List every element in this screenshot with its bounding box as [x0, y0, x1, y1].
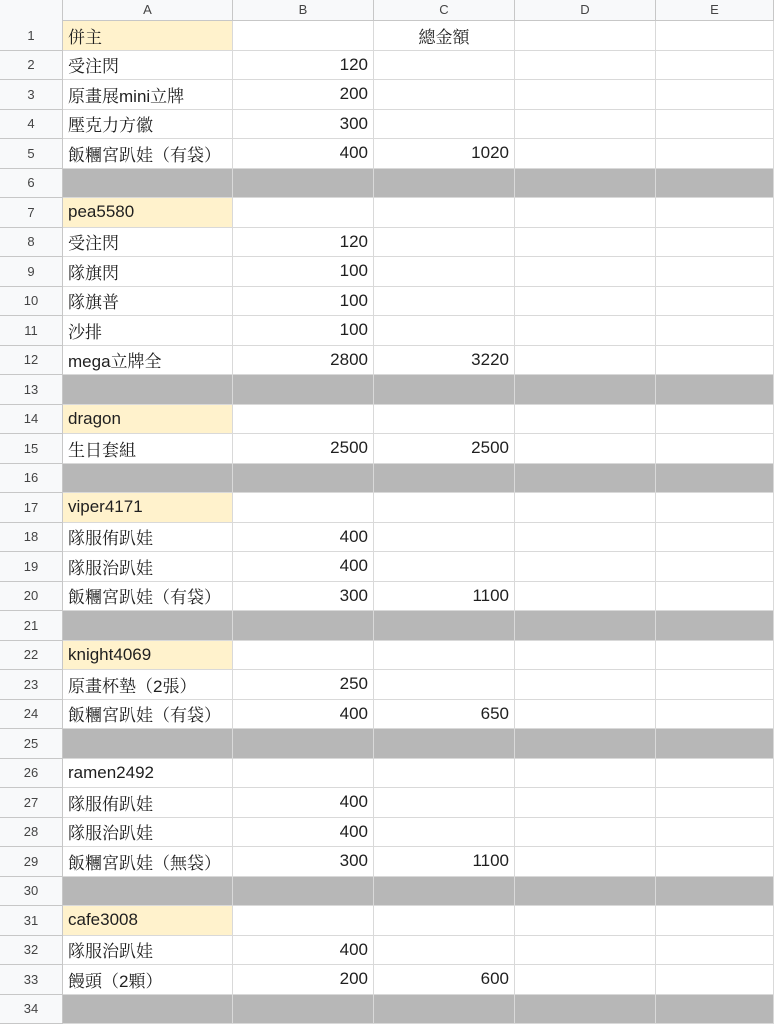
- table-row: [0, 818, 774, 848]
- cell-a[interactable]: [63, 877, 233, 907]
- cell-c[interactable]: 3220: [374, 346, 515, 376]
- cell-e[interactable]: [656, 552, 774, 582]
- cell-e[interactable]: [656, 670, 774, 700]
- cell-a[interactable]: [63, 995, 233, 1024]
- cell-a[interactable]: 飯糰宮趴娃（有袋）: [63, 700, 233, 730]
- row-header[interactable]: 7: [0, 198, 63, 228]
- cell-d[interactable]: [515, 641, 656, 671]
- cell-e[interactable]: [656, 375, 774, 405]
- cell-d[interactable]: [515, 818, 656, 848]
- cell-b[interactable]: 120: [233, 228, 374, 258]
- cell-d[interactable]: [515, 346, 656, 376]
- row-header[interactable]: 33: [0, 965, 63, 995]
- table-row: [0, 700, 774, 730]
- cell-d[interactable]: [515, 228, 656, 258]
- cell-e[interactable]: [656, 582, 774, 612]
- cell-d[interactable]: [515, 523, 656, 553]
- table-row: [0, 936, 774, 966]
- row-header[interactable]: 13: [0, 375, 63, 405]
- table-row: [0, 965, 774, 995]
- cell-d[interactable]: [515, 493, 656, 523]
- row-header[interactable]: 11: [0, 316, 63, 346]
- cell-c[interactable]: [374, 375, 515, 405]
- row-header[interactable]: 26: [0, 759, 63, 789]
- cell-b[interactable]: 400: [233, 788, 374, 818]
- cell-d[interactable]: [515, 257, 656, 287]
- cell-d[interactable]: [515, 965, 656, 995]
- cell-a[interactable]: ramen2492: [63, 759, 233, 789]
- cell-a[interactable]: 生日套組: [63, 434, 233, 464]
- cell-c[interactable]: [374, 464, 515, 494]
- cell-e[interactable]: [656, 611, 774, 641]
- table-row: [0, 198, 774, 228]
- cell-d[interactable]: [515, 552, 656, 582]
- table-row: [0, 877, 774, 907]
- column-header-a[interactable]: A: [63, 0, 233, 21]
- row-header[interactable]: 15: [0, 434, 63, 464]
- cell-d[interactable]: [515, 847, 656, 877]
- cell-b[interactable]: 400: [233, 936, 374, 966]
- cell-d[interactable]: [515, 582, 656, 612]
- cell-e[interactable]: [656, 21, 774, 51]
- table-row: [0, 493, 774, 523]
- cell-d[interactable]: [515, 906, 656, 936]
- cell-d[interactable]: [515, 936, 656, 966]
- row-header[interactable]: 4: [0, 110, 63, 140]
- cell-e[interactable]: [656, 523, 774, 553]
- cell-d[interactable]: [515, 788, 656, 818]
- cell-c[interactable]: [374, 523, 515, 553]
- row-header[interactable]: 20: [0, 582, 63, 612]
- cell-c[interactable]: 1100: [374, 582, 515, 612]
- row-header[interactable]: 6: [0, 169, 63, 199]
- cell-c[interactable]: [374, 51, 515, 81]
- cell-e[interactable]: [656, 110, 774, 140]
- table-row: [0, 906, 774, 936]
- cell-a[interactable]: 壓克力方徽: [63, 110, 233, 140]
- cell-d[interactable]: [515, 316, 656, 346]
- cell-b[interactable]: 100: [233, 257, 374, 287]
- cell-a[interactable]: 隊服治趴娃: [63, 818, 233, 848]
- cell-c[interactable]: [374, 493, 515, 523]
- column-header-c[interactable]: C: [374, 0, 515, 21]
- column-header-b[interactable]: B: [233, 0, 374, 21]
- row-header[interactable]: 2: [0, 51, 63, 81]
- cell-c[interactable]: [374, 552, 515, 582]
- table-row: [0, 346, 774, 376]
- cell-b[interactable]: [233, 405, 374, 435]
- cell-a[interactable]: cafe3008: [63, 906, 233, 936]
- cell-e[interactable]: [656, 80, 774, 110]
- row-header[interactable]: 27: [0, 788, 63, 818]
- cell-b[interactable]: [233, 375, 374, 405]
- row-header[interactable]: 1: [0, 21, 63, 51]
- cell-a[interactable]: 隊服治趴娃: [63, 552, 233, 582]
- cell-a[interactable]: 飯糰宮趴娃（無袋）: [63, 847, 233, 877]
- row-header[interactable]: 21: [0, 611, 63, 641]
- cell-b[interactable]: 2500: [233, 434, 374, 464]
- table-row: [0, 434, 774, 464]
- cell-c[interactable]: [374, 818, 515, 848]
- row-header[interactable]: 31: [0, 906, 63, 936]
- cell-c[interactable]: [374, 405, 515, 435]
- row-header[interactable]: 3: [0, 80, 63, 110]
- cell-c[interactable]: [374, 670, 515, 700]
- cell-d[interactable]: [515, 729, 656, 759]
- cell-b[interactable]: [233, 641, 374, 671]
- cell-d[interactable]: [515, 198, 656, 228]
- table-row: [0, 287, 774, 317]
- cell-e[interactable]: [656, 700, 774, 730]
- cell-b[interactable]: 100: [233, 287, 374, 317]
- row-header[interactable]: 25: [0, 729, 63, 759]
- row-header[interactable]: 9: [0, 257, 63, 287]
- cell-d[interactable]: [515, 759, 656, 789]
- row-header[interactable]: 16: [0, 464, 63, 494]
- row-header[interactable]: 23: [0, 670, 63, 700]
- cell-d[interactable]: [515, 611, 656, 641]
- table-row: [0, 729, 774, 759]
- cell-e[interactable]: [656, 788, 774, 818]
- cell-e[interactable]: [656, 936, 774, 966]
- cell-c[interactable]: 600: [374, 965, 515, 995]
- cell-a[interactable]: 原畫杯墊（2張）: [63, 670, 233, 700]
- cell-a[interactable]: [63, 729, 233, 759]
- table-row: [0, 552, 774, 582]
- row-header[interactable]: 19: [0, 552, 63, 582]
- table-row: [0, 759, 774, 789]
- cell-c[interactable]: [374, 110, 515, 140]
- cell-c[interactable]: [374, 316, 515, 346]
- row-header[interactable]: 24: [0, 700, 63, 730]
- row-header[interactable]: 18: [0, 523, 63, 553]
- cell-e[interactable]: [656, 198, 774, 228]
- cell-e[interactable]: [656, 641, 774, 671]
- cell-e[interactable]: [656, 877, 774, 907]
- table-row: [0, 375, 774, 405]
- cell-d[interactable]: [515, 169, 656, 199]
- cell-b[interactable]: 200: [233, 80, 374, 110]
- cell-e[interactable]: [656, 995, 774, 1024]
- cell-b[interactable]: [233, 464, 374, 494]
- table-row: [0, 788, 774, 818]
- cell-c[interactable]: [374, 877, 515, 907]
- cell-e[interactable]: [656, 818, 774, 848]
- cell-b[interactable]: 400: [233, 700, 374, 730]
- table-row: [0, 169, 774, 199]
- cell-b[interactable]: 400: [233, 523, 374, 553]
- column-header-e[interactable]: E: [656, 0, 774, 21]
- cell-c[interactable]: [374, 169, 515, 199]
- cell-c[interactable]: 1100: [374, 847, 515, 877]
- cell-d[interactable]: [515, 464, 656, 494]
- cell-c[interactable]: [374, 759, 515, 789]
- cell-e[interactable]: [656, 257, 774, 287]
- cell-c[interactable]: 總金額: [374, 21, 515, 51]
- cell-a[interactable]: 飯糰宮趴娃（有袋）: [63, 139, 233, 169]
- cell-e[interactable]: [656, 906, 774, 936]
- cell-a[interactable]: 饅頭（2顆）: [63, 965, 233, 995]
- cell-e[interactable]: [656, 346, 774, 376]
- cell-b[interactable]: [233, 906, 374, 936]
- table-row: [0, 995, 774, 1024]
- cell-d[interactable]: [515, 287, 656, 317]
- cell-a[interactable]: [63, 375, 233, 405]
- table-row: [0, 316, 774, 346]
- cell-a[interactable]: [63, 464, 233, 494]
- cell-d[interactable]: [515, 80, 656, 110]
- cell-a[interactable]: 隊服侑趴娃: [63, 788, 233, 818]
- cell-b[interactable]: 2800: [233, 346, 374, 376]
- cell-e[interactable]: [656, 228, 774, 258]
- row-header[interactable]: 8: [0, 228, 63, 258]
- cell-b[interactable]: 120: [233, 51, 374, 81]
- cell-c[interactable]: [374, 995, 515, 1024]
- cell-e[interactable]: [656, 464, 774, 494]
- row-header[interactable]: 12: [0, 346, 63, 376]
- cell-b[interactable]: [233, 729, 374, 759]
- cell-b[interactable]: 400: [233, 139, 374, 169]
- cell-d[interactable]: [515, 139, 656, 169]
- cell-d[interactable]: [515, 877, 656, 907]
- cell-e[interactable]: [656, 139, 774, 169]
- select-all-corner[interactable]: [0, 0, 63, 21]
- row-header[interactable]: 30: [0, 877, 63, 907]
- cell-b[interactable]: 300: [233, 582, 374, 612]
- table-row: [0, 523, 774, 553]
- row-header[interactable]: 29: [0, 847, 63, 877]
- cell-e[interactable]: [656, 287, 774, 317]
- cell-b[interactable]: [233, 759, 374, 789]
- cell-a[interactable]: knight4069: [63, 641, 233, 671]
- cell-b[interactable]: [233, 995, 374, 1024]
- cell-c[interactable]: [374, 198, 515, 228]
- cell-d[interactable]: [515, 670, 656, 700]
- row-header[interactable]: 10: [0, 287, 63, 317]
- cell-b[interactable]: 250: [233, 670, 374, 700]
- cell-a[interactable]: [63, 169, 233, 199]
- cell-b[interactable]: [233, 493, 374, 523]
- row-header[interactable]: 14: [0, 405, 63, 435]
- cell-c[interactable]: 1020: [374, 139, 515, 169]
- row-header[interactable]: 22: [0, 641, 63, 671]
- cell-b[interactable]: 100: [233, 316, 374, 346]
- row-header[interactable]: 32: [0, 936, 63, 966]
- table-row: [0, 847, 774, 877]
- cell-b[interactable]: 200: [233, 965, 374, 995]
- cell-a[interactable]: viper4171: [63, 493, 233, 523]
- cell-b[interactable]: [233, 877, 374, 907]
- cell-d[interactable]: [515, 700, 656, 730]
- cell-e[interactable]: [656, 51, 774, 81]
- cell-a[interactable]: 原畫展mini立牌: [63, 80, 233, 110]
- table-row: [0, 641, 774, 671]
- cell-c[interactable]: 650: [374, 700, 515, 730]
- row-header[interactable]: 17: [0, 493, 63, 523]
- cell-e[interactable]: [656, 759, 774, 789]
- cell-d[interactable]: [515, 405, 656, 435]
- cell-a[interactable]: 隊服侑趴娃: [63, 523, 233, 553]
- table-row: [0, 228, 774, 258]
- cell-e[interactable]: [656, 493, 774, 523]
- row-header[interactable]: 34: [0, 995, 63, 1024]
- cell-c[interactable]: [374, 287, 515, 317]
- cell-e[interactable]: [656, 316, 774, 346]
- cell-b[interactable]: [233, 169, 374, 199]
- table-row: [0, 21, 774, 51]
- cell-b[interactable]: 400: [233, 552, 374, 582]
- cell-a[interactable]: 隊旗普: [63, 287, 233, 317]
- cell-c[interactable]: [374, 80, 515, 110]
- cell-e[interactable]: [656, 847, 774, 877]
- cell-b[interactable]: 300: [233, 110, 374, 140]
- table-row: [0, 670, 774, 700]
- cell-c[interactable]: [374, 611, 515, 641]
- cell-e[interactable]: [656, 729, 774, 759]
- cell-c[interactable]: [374, 788, 515, 818]
- cell-e[interactable]: [656, 434, 774, 464]
- cell-a[interactable]: mega立牌全: [63, 346, 233, 376]
- cell-c[interactable]: [374, 729, 515, 759]
- cell-d[interactable]: [515, 110, 656, 140]
- table-row: [0, 257, 774, 287]
- cell-c[interactable]: [374, 257, 515, 287]
- table-row: [0, 80, 774, 110]
- cell-e[interactable]: [656, 965, 774, 995]
- cell-a[interactable]: 受注閃: [63, 51, 233, 81]
- row-header[interactable]: 28: [0, 818, 63, 848]
- table-row: [0, 139, 774, 169]
- table-row: [0, 51, 774, 81]
- cell-a[interactable]: 受注閃: [63, 228, 233, 258]
- cell-e[interactable]: [656, 169, 774, 199]
- cell-a[interactable]: 飯糰宮趴娃（有袋）: [63, 582, 233, 612]
- cell-a[interactable]: pea5580: [63, 198, 233, 228]
- cell-d[interactable]: [515, 21, 656, 51]
- table-row: [0, 582, 774, 612]
- cell-d[interactable]: [515, 375, 656, 405]
- cell-c[interactable]: 2500: [374, 434, 515, 464]
- cell-c[interactable]: [374, 641, 515, 671]
- cell-b[interactable]: [233, 611, 374, 641]
- table-row: [0, 464, 774, 494]
- cell-d[interactable]: [515, 995, 656, 1024]
- cell-b[interactable]: [233, 21, 374, 51]
- cell-a[interactable]: dragon: [63, 405, 233, 435]
- table-row: [0, 611, 774, 641]
- cell-c[interactable]: [374, 228, 515, 258]
- cell-b[interactable]: [233, 198, 374, 228]
- column-header-d[interactable]: D: [515, 0, 656, 21]
- cell-a[interactable]: 併主: [63, 21, 233, 51]
- column-header-row: [0, 0, 774, 21]
- row-header[interactable]: 5: [0, 139, 63, 169]
- table-row: [0, 405, 774, 435]
- cell-e[interactable]: [656, 405, 774, 435]
- cell-b[interactable]: 300: [233, 847, 374, 877]
- cell-a[interactable]: 沙排: [63, 316, 233, 346]
- cell-d[interactable]: [515, 434, 656, 464]
- cell-d[interactable]: [515, 51, 656, 81]
- cell-a[interactable]: 隊服治趴娃: [63, 936, 233, 966]
- cell-a[interactable]: [63, 611, 233, 641]
- table-row: [0, 110, 774, 140]
- cell-c[interactable]: [374, 906, 515, 936]
- cell-a[interactable]: 隊旗閃: [63, 257, 233, 287]
- cell-c[interactable]: [374, 936, 515, 966]
- cell-b[interactable]: 400: [233, 818, 374, 848]
